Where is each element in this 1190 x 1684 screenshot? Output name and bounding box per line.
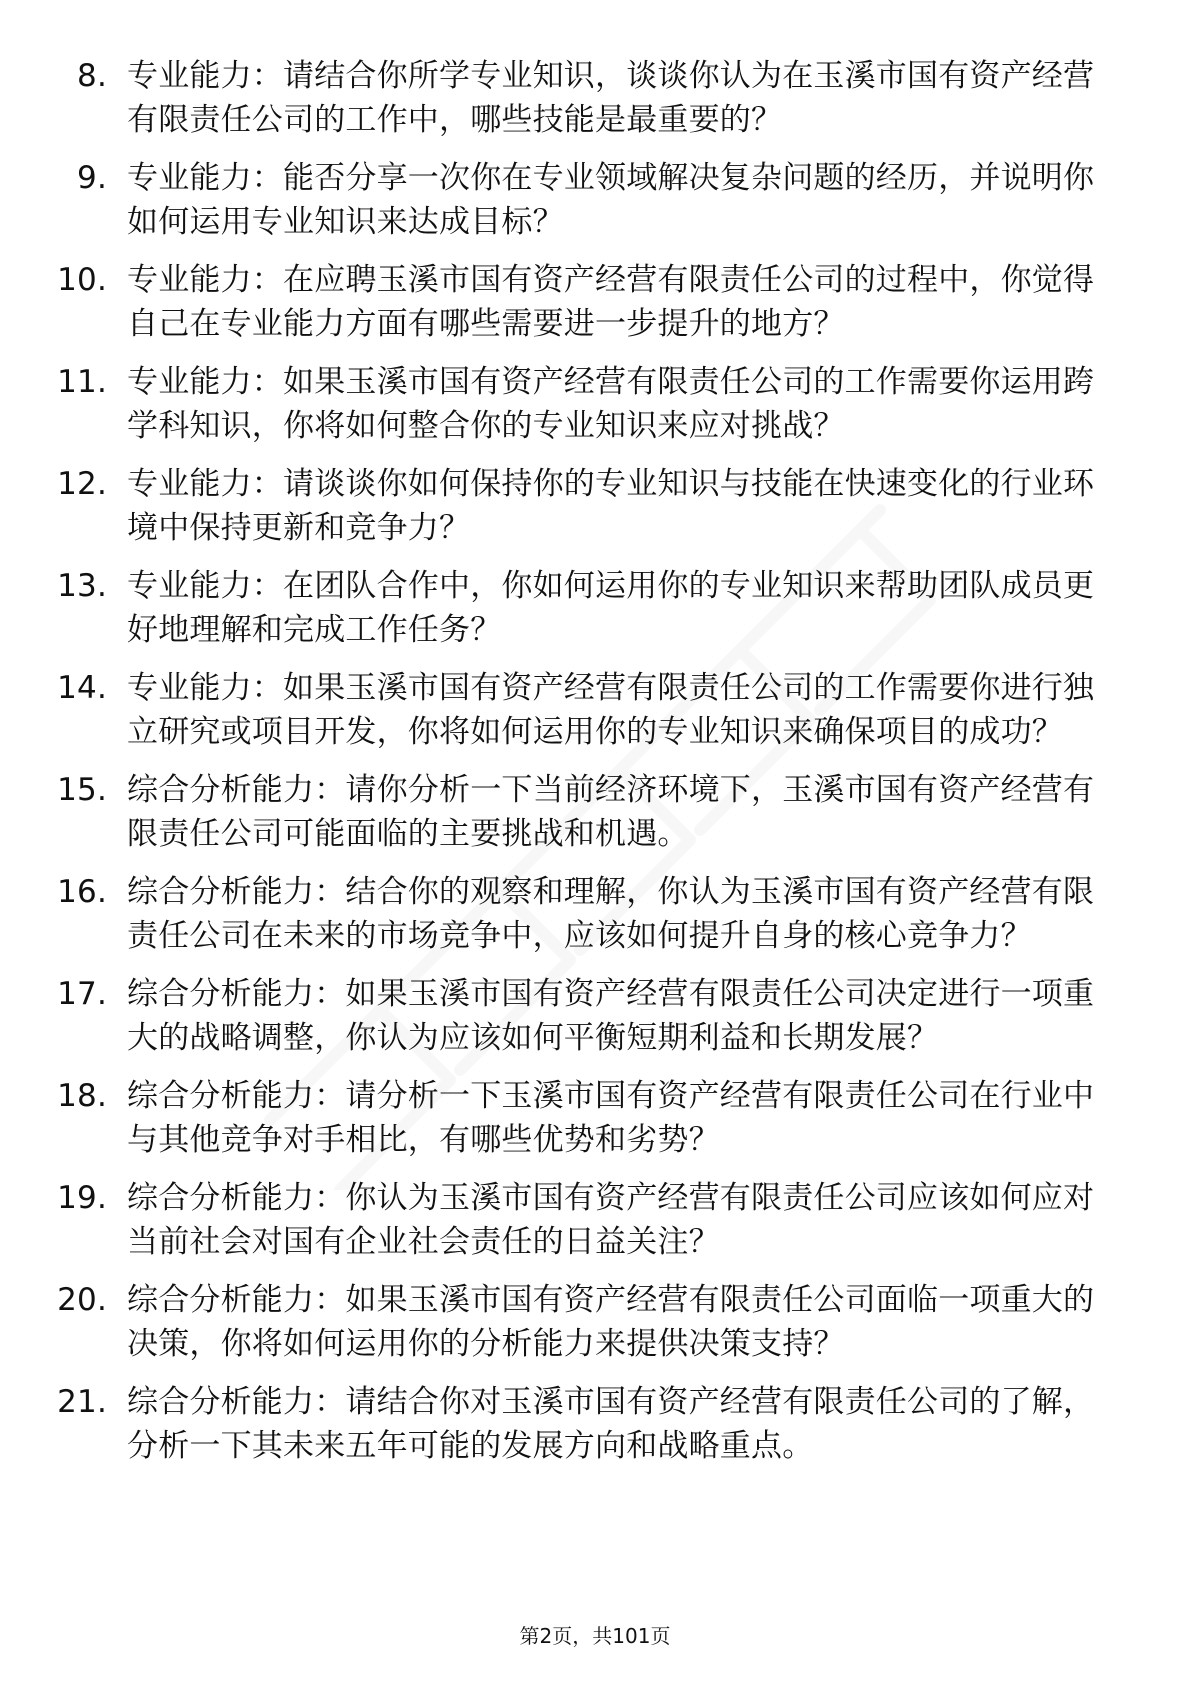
question-number: 10. <box>57 262 107 298</box>
question-number: 12. <box>57 466 107 502</box>
question-text: 综合分析能力：如果玉溪市国有资产经营有限责任公司决定进行一项重大的战略调整，你认为应该如何平衡短期利益和长期发展？ <box>127 976 1095 1056</box>
question-text: 专业能力：请谈谈你如何保持你的专业知识与技能在快速变化的行业环境中保持更新和竞争力？ <box>127 466 1095 546</box>
question-text: 专业能力：请结合你所学专业知识，谈谈你认为在玉溪市国有资产经营有限责任公司的工作中，哪些技能是最重要的？ <box>127 58 1095 138</box>
question-text: 专业能力：能否分享一次你在专业领域解决复杂问题的经历，并说明你如何运用专业知识来达成目标？ <box>127 160 1095 240</box>
question-number: 21. <box>57 1384 107 1420</box>
question-item <box>0 54 1190 142</box>
question-item <box>0 1074 1190 1162</box>
question-text: 综合分析能力：请你分析一下当前经济环境下，玉溪市国有资产经营有限责任公司可能面临的主要挑战和机遇。 <box>127 772 1095 852</box>
question-number: 18. <box>57 1078 107 1114</box>
question-text: 专业能力：在应聘玉溪市国有资产经营有限责任公司的过程中，你觉得自己在专业能力方面有哪些需要进一步提升的地方？ <box>127 262 1095 342</box>
question-item <box>0 564 1190 652</box>
question-item <box>0 768 1190 856</box>
question-item <box>0 1380 1190 1468</box>
question-text: 综合分析能力：请分析一下玉溪市国有资产经营有限责任公司在行业中与其他竞争对手相比，有哪些优势和劣势？ <box>127 1078 1095 1158</box>
question-text: 专业能力：如果玉溪市国有资产经营有限责任公司的工作需要你运用跨学科知识，你将如何整合你的专业知识来应对挑战？ <box>127 364 1095 444</box>
question-item <box>0 666 1190 754</box>
question-item <box>0 462 1190 550</box>
question-item <box>0 1278 1190 1366</box>
question-item <box>0 360 1190 448</box>
question-item <box>0 972 1190 1060</box>
question-number: 20. <box>57 1282 107 1318</box>
question-item <box>0 258 1190 346</box>
question-number: 13. <box>57 568 107 604</box>
question-number: 11. <box>57 364 107 400</box>
question-number: 14. <box>57 670 107 706</box>
question-number: 9. <box>77 160 107 196</box>
question-text: 专业能力：在团队合作中，你如何运用你的专业知识来帮助团队成员更好地理解和完成工作任务？ <box>127 568 1095 648</box>
question-number: 17. <box>57 976 107 1012</box>
question-number: 15. <box>57 772 107 808</box>
question-text: 综合分析能力：结合你的观察和理解，你认为玉溪市国有资产经营有限责任公司在未来的市场竞争中，应该如何提升自身的核心竞争力？ <box>127 874 1095 954</box>
question-number: 19. <box>57 1180 107 1216</box>
question-item <box>0 1176 1190 1264</box>
question-item <box>0 156 1190 244</box>
question-list <box>0 54 1190 1482</box>
page-footer: 第2页，共101页 <box>519 1624 671 1648</box>
question-text: 专业能力：如果玉溪市国有资产经营有限责任公司的工作需要你进行独立研究或项目开发，你将如何运用你的专业知识来确保项目的成功？ <box>127 670 1095 750</box>
question-number: 16. <box>57 874 107 910</box>
question-text: 综合分析能力：你认为玉溪市国有资产经营有限责任公司应该如何应对当前社会对国有企业社会责任的日益关注？ <box>127 1180 1095 1260</box>
question-text: 综合分析能力：请结合你对玉溪市国有资产经营有限责任公司的了解，分析一下其未来五年可能的发展方向和战略重点。 <box>127 1384 1095 1464</box>
question-text: 综合分析能力：如果玉溪市国有资产经营有限责任公司面临一项重大的决策，你将如何运用你的分析能力来提供决策支持？ <box>127 1282 1095 1362</box>
question-number: 8. <box>77 58 107 94</box>
question-item <box>0 870 1190 958</box>
